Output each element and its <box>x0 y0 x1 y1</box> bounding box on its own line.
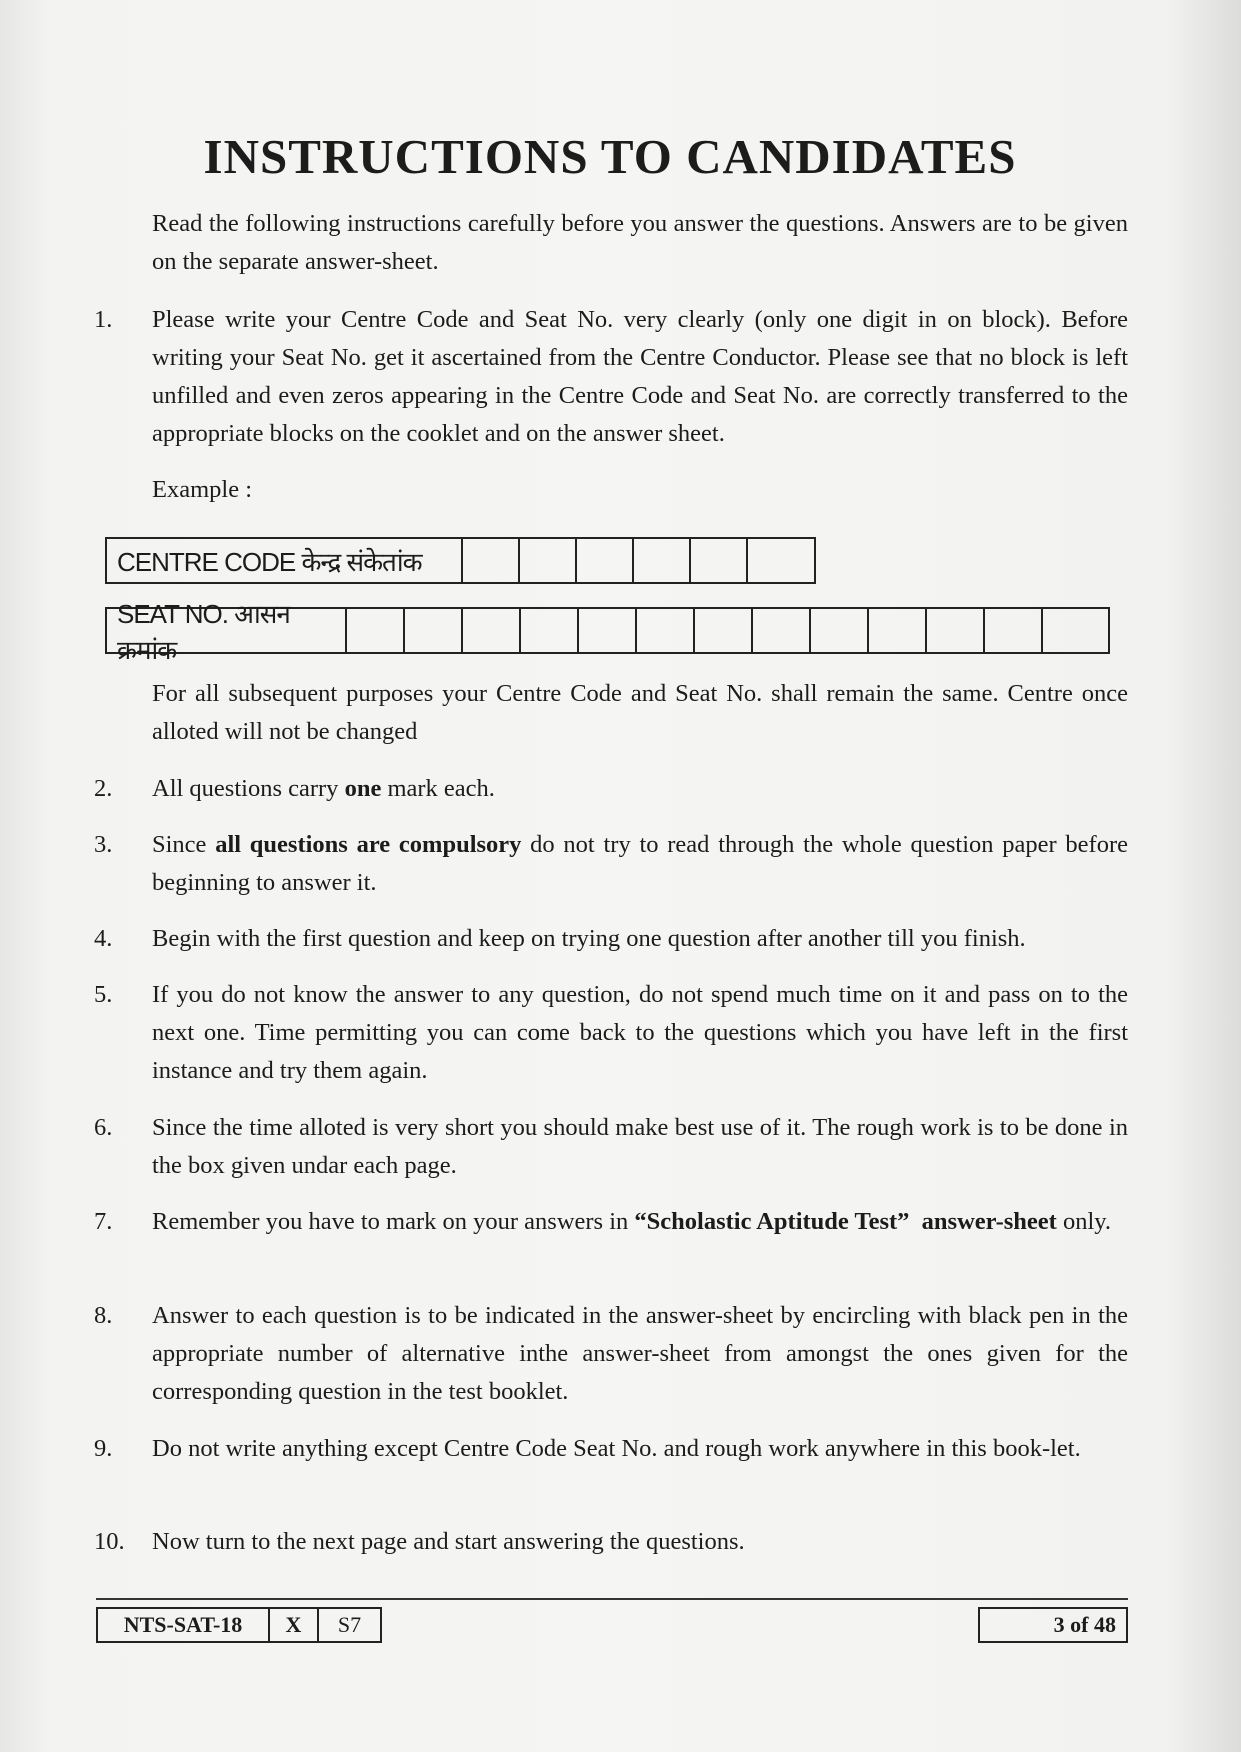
item-text-2: All questions carry one mark each. <box>152 775 495 802</box>
centre-code-cell <box>463 539 520 582</box>
item-text-9: Do not write anything except Centre Code Seat No. and rough work anywhere in this book-let. <box>152 1435 1081 1462</box>
paper-code-box <box>96 1607 382 1643</box>
item-text-7: Remember you have to mark on your answers in “Scholastic Aptitude Test” answer-sheet only. <box>152 1208 1112 1235</box>
seat-no-cell <box>869 609 927 652</box>
item-number-5: 5. <box>94 981 113 1008</box>
seat-no-cell <box>347 609 405 652</box>
item-number-3: 3. <box>94 831 113 858</box>
seat-no-cell <box>1043 609 1101 652</box>
centre-code-cell <box>577 539 634 582</box>
set-code: S7 <box>337 1612 362 1637</box>
centre-code-cell <box>634 539 691 582</box>
item-number-9: 9. <box>94 1435 113 1462</box>
seat-no-cell <box>579 609 637 652</box>
seat-no-label: SEAT NO. आसन क्रमांक <box>107 609 347 652</box>
page-number-box <box>978 1607 1128 1643</box>
item-text-8: Answer to each question is to be indicated in the answer-sheet by encircling with black pen in the appropriate number of alternative inthe answer-sheet from amongst the ones given for the corresponding question in the test booklet. <box>152 1302 1128 1405</box>
class-code: X <box>270 1609 319 1641</box>
item-text-5: If you do not know the answer to any question, do not spend much time on it and pass on to the next one. Time permitting you can come back to the questions which you have left in the first instance and try them again. <box>152 981 1128 1084</box>
seat-no-cell <box>811 609 869 652</box>
item-text-3: Since all questions are compulsory do not try to read through the whole question paper before beginning to answer it. <box>152 831 1128 896</box>
item-number-2: 2. <box>94 775 113 802</box>
seat-no-cell <box>695 609 753 652</box>
intro-paragraph: Read the following instructions carefully before you answer the questions. Answers are to be given on the separate answer-sheet. <box>152 210 1128 275</box>
footer-rule <box>96 1598 1128 1600</box>
item-text-4: Begin with the first question and keep on trying one question after another till you finish. <box>152 925 1026 952</box>
example-label: Example : <box>152 476 253 503</box>
seat-no-cell <box>405 609 463 652</box>
seat-no-cell <box>463 609 521 652</box>
seat-no-cell <box>985 609 1043 652</box>
subsequent-note: For all subsequent purposes your Centre Code and Seat No. shall remain the same. Centre once alloted will not be changed <box>152 680 1128 745</box>
item-number-4: 4. <box>94 925 113 952</box>
item-text-10: Now turn to the next page and start answering the questions. <box>152 1528 745 1555</box>
item-number-10: 10. <box>94 1528 125 1555</box>
item-number-1: 1. <box>94 306 113 333</box>
paper-code: NTS-SAT-18 <box>98 1609 270 1641</box>
item-number-8: 8. <box>94 1302 113 1329</box>
seat-no-cell <box>521 609 579 652</box>
seat-no-cell <box>637 609 695 652</box>
item-text-6: Since the time alloted is very short you should make best use of it. The rough work is to be done in the box given undar each page. <box>152 1114 1128 1179</box>
page-title: INSTRUCTIONS TO CANDIDATES <box>203 129 1017 184</box>
seat-no-box <box>105 598 1110 665</box>
centre-code-cell <box>520 539 577 582</box>
centre-code-cell <box>691 539 748 582</box>
page-number: 3 of 48 <box>1053 1612 1116 1637</box>
centre-code-cell <box>748 539 805 582</box>
centre-code-box <box>105 537 816 584</box>
seat-no-cell <box>753 609 811 652</box>
item-text-1: Please write your Centre Code and Seat No. very clearly (only one digit in on block). Before writing your Seat No. get it ascertained from the Centre Conductor. Please see that no block is left unfilled and even zeros appearing in the Centre Code and Seat No. are correctly transferred to the appropriate blocks on the cooklet and on the answer sheet. <box>152 306 1128 447</box>
seat-no-cell <box>927 609 985 652</box>
item-number-6: 6. <box>94 1114 113 1141</box>
centre-code-label: CENTRE CODE केन्द्र संकेतांक <box>107 539 463 582</box>
item-number-7: 7. <box>94 1208 113 1235</box>
